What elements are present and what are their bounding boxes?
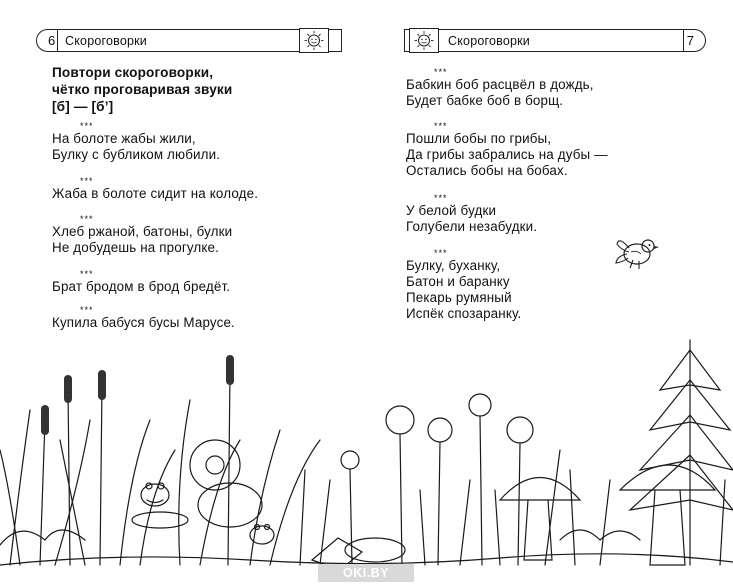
instruction-line: [б] — [б’] <box>52 99 114 114</box>
stars-divider: *** <box>80 121 94 131</box>
header-title: Скороговорки <box>448 34 530 48</box>
verse <box>52 270 230 295</box>
verse-line: Булку с бубликом любили. <box>52 147 221 162</box>
instruction-line: Повтори скороговорки, <box>52 65 214 80</box>
sun-icon <box>299 28 329 53</box>
forest-scene-illustration <box>0 330 733 587</box>
header-divider <box>57 30 58 51</box>
bird-illustration <box>613 230 663 275</box>
verse-line: Хлеб ржаной, батоны, булки <box>52 224 233 239</box>
page-header <box>404 29 706 52</box>
verse-line: У белой будки <box>406 203 497 218</box>
verse-line: Жаба в болоте сидит на колоде. <box>52 186 259 201</box>
page-header <box>36 29 342 52</box>
verse-line: Бабкин боб расцвёл в дождь, <box>406 77 594 92</box>
verse-line: Испёк спозаранку. <box>406 306 522 321</box>
page-number: 7 <box>686 33 694 48</box>
header-divider <box>683 30 684 51</box>
verse-line: Батон и баранку <box>406 274 510 289</box>
stars-divider: *** <box>434 248 448 258</box>
stars-divider: *** <box>434 67 448 77</box>
instruction-line: чётко проговаривая звуки <box>52 82 233 97</box>
verse <box>52 122 220 163</box>
page-number: 6 <box>48 33 56 48</box>
verse-line: Брат бродом в брод бредёт. <box>52 279 231 294</box>
verse <box>406 194 537 235</box>
stars-divider: *** <box>434 121 448 131</box>
stars-divider: *** <box>80 214 94 224</box>
verse <box>406 122 608 179</box>
verse-line: Пекарь румяный <box>406 290 512 305</box>
verse-line: Купила бабуся бусы Марусе. <box>52 315 235 330</box>
stars-divider: *** <box>80 269 94 279</box>
verse <box>406 68 594 109</box>
stars-divider: *** <box>80 305 94 315</box>
instruction <box>52 64 232 115</box>
sun-icon <box>409 28 439 53</box>
verse <box>52 177 258 202</box>
verse <box>52 306 235 331</box>
watermark: OKI.BY <box>318 564 414 582</box>
stars-divider: *** <box>434 193 448 203</box>
verse-line: Остались бобы на бобах. <box>406 163 568 178</box>
verse <box>406 249 521 322</box>
verse-line: Да грибы забрались на дубы — <box>406 147 608 162</box>
verse-line: На болоте жабы жили, <box>52 131 196 146</box>
verse-line: Пошли бобы по грибы, <box>406 131 552 146</box>
stars-divider: *** <box>80 176 94 186</box>
verse <box>52 215 232 256</box>
verse-line: Не добудешь на прогулке. <box>52 240 220 255</box>
verse-line: Булку, буханку, <box>406 258 501 273</box>
verse-line: Будет бабке боб в борщ. <box>406 93 564 108</box>
header-title: Скороговорки <box>65 34 147 48</box>
verse-line: Голубели незабудки. <box>406 219 538 234</box>
